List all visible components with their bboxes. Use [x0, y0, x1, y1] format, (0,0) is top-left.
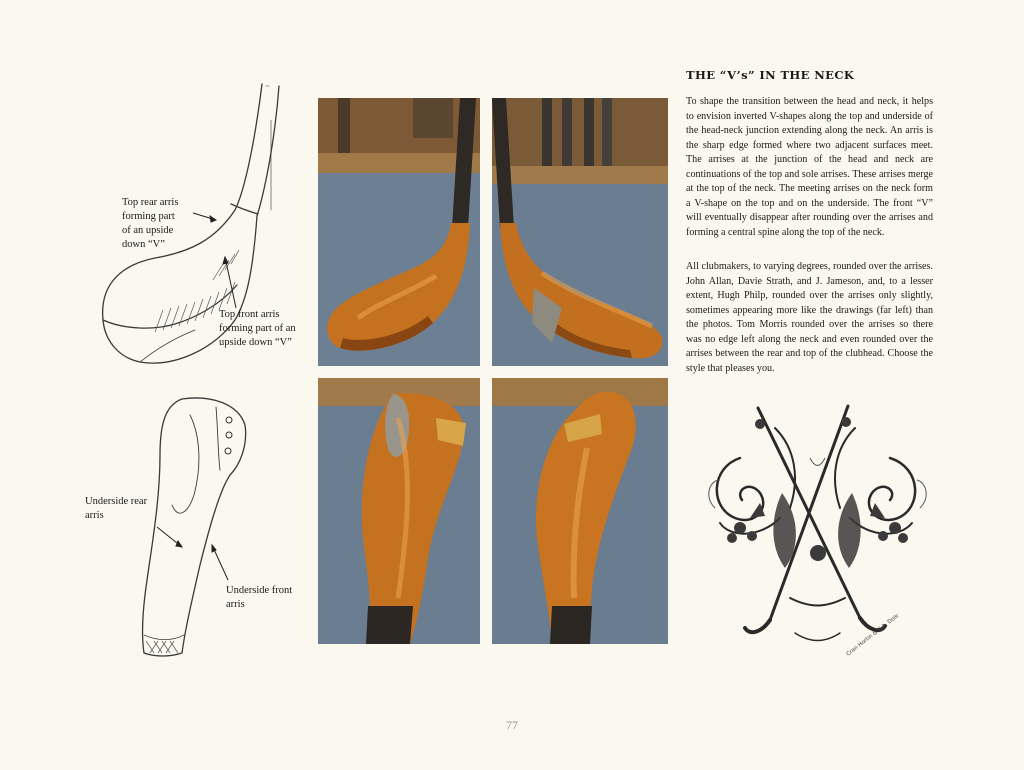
paragraph-2: All clubmakers, to varying degrees, rounded over the arrises. John Allan, Davie Strath, and J. Jameson, and, to a lesser extent, Hugh Philp, rounded over the arrises only slightly, sometimes appearing more like the drawings (far left) than the photos. Tom Morris rounded over the arrises so there was no edge left along the neck and even rounded over the arrises between the rear and top of the clubhead. Choose the style that pleases you.	[686, 261, 933, 374]
callout-top-front-arris: Top front arris forming part of an upside down “V”	[219, 309, 296, 348]
page-number: 77	[506, 718, 518, 732]
photo-club-head-bottom-left	[318, 378, 480, 644]
paragraph-1: To shape the transition between the head and neck, it helps to envision inverted V-shapes along the top and underside of the head-neck junction extending along the neck. An arris is the sharp edge formed where two adjacent surfaces meet. The arrises at the junction of the head and neck are continuations of the top and sole arrises. These arrises merge at the top of the neck. The meeting arrises on the neck form a V-shape on the top and on the underside. The front “V” will eventually disappear after rounding over the arrises and forming a central spine along the top of the neck.	[686, 96, 933, 238]
photo-club-head-bottom-right	[492, 378, 668, 644]
callout-underside-front-arris: Underside front arris	[226, 585, 293, 610]
crossed-clubs-ornament	[700, 398, 935, 663]
section-title: THE “V’s” IN THE NECK	[686, 68, 855, 82]
underside-arris-drawing	[130, 395, 250, 660]
callout-top-rear-arris: Top rear arris forming part of an upside down “V”	[122, 197, 179, 250]
ornament-credit: Cran Hortin & C.A. Dole	[845, 613, 901, 658]
callout-underside-rear-arris: Underside rear arris	[85, 496, 148, 521]
photo-club-head-top-left	[318, 98, 480, 366]
photo-club-head-top-right	[492, 98, 668, 366]
